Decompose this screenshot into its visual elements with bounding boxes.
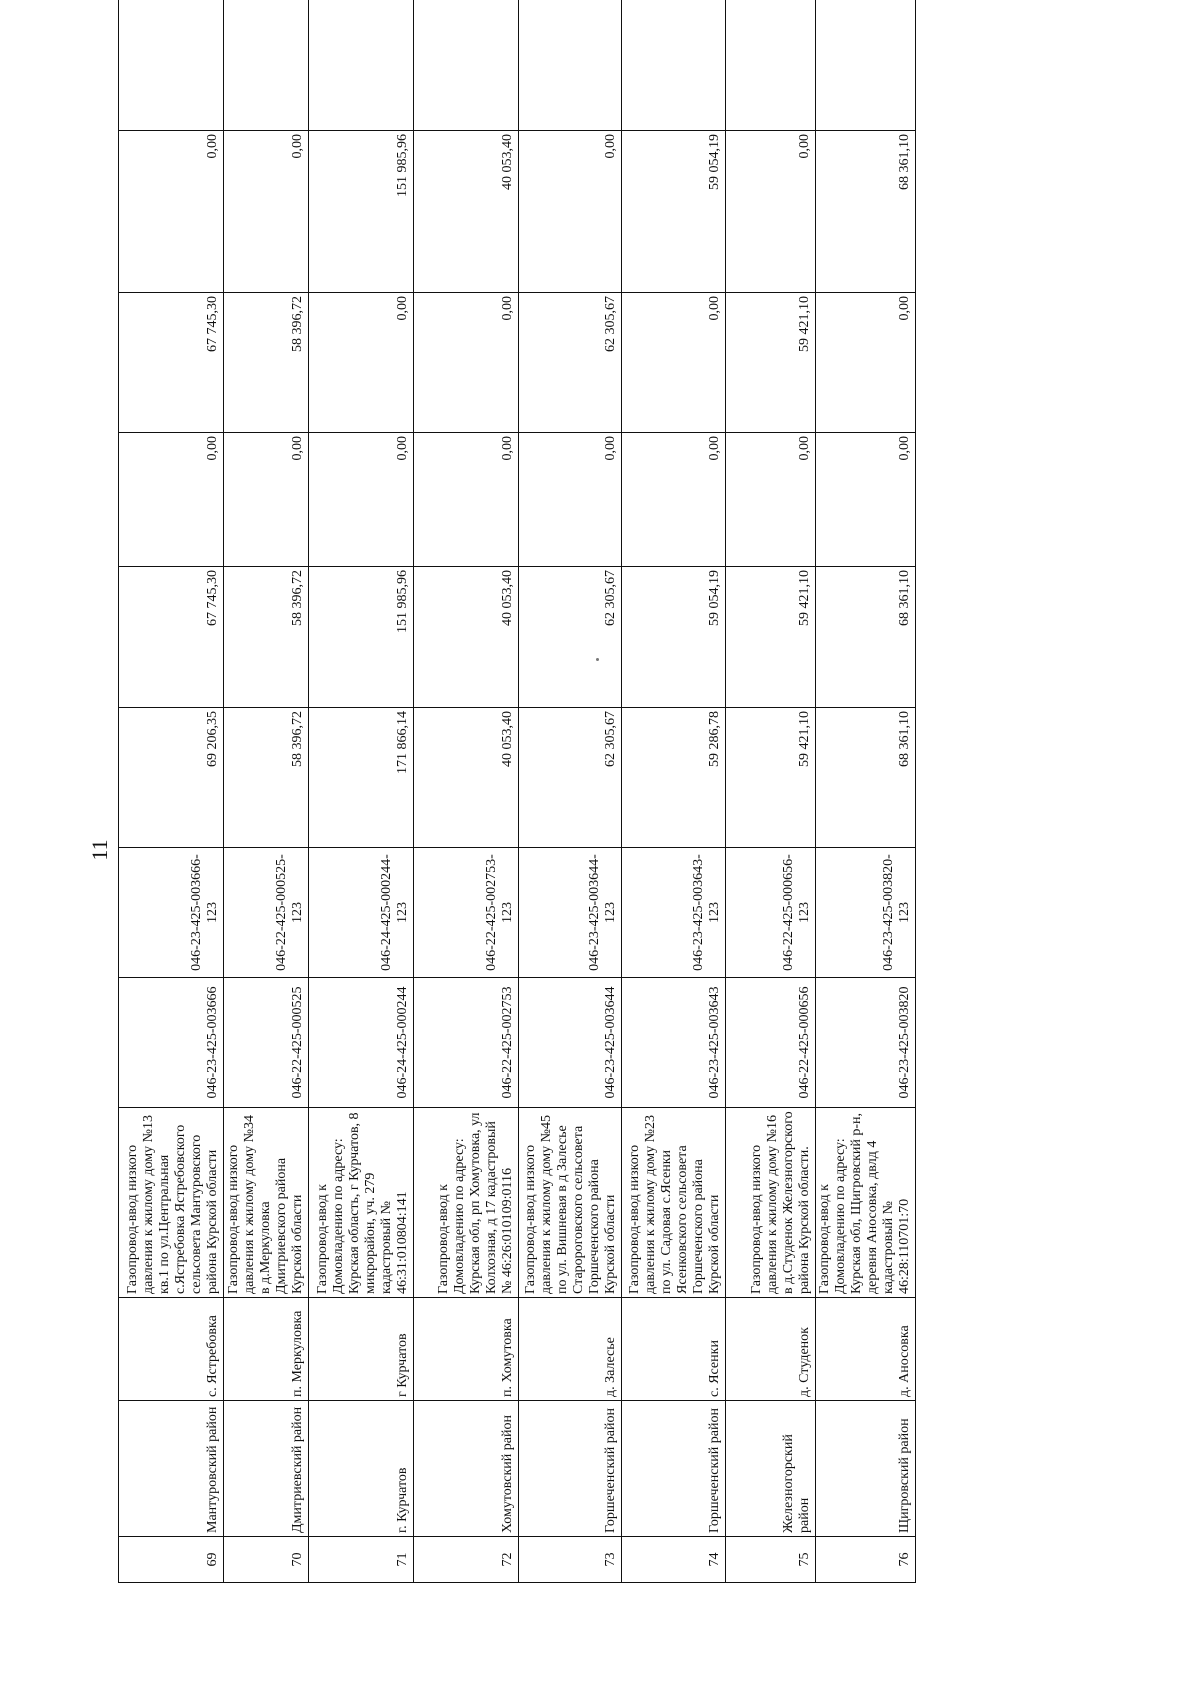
cell-amount-3: 0,00 [622, 433, 726, 567]
table-row [309, 0, 414, 1583]
cell-locality: с. Ястребовка [119, 1298, 224, 1401]
cell-amount-2: 151 985,96 [309, 567, 414, 708]
cell-amount-3: 0,00 [726, 433, 816, 567]
cell-district: Щигровский район [816, 1401, 916, 1537]
cell-code-b: 046-23-425-003666-123 [119, 848, 224, 978]
cell-code-a: 046-23-425-003643 [622, 978, 726, 1108]
cell-description: Газопровод-ввод низкого давления к жилому дому №34 в д.Меркуловка Дмитриевского района Курской области [224, 1108, 309, 1298]
cell-amount-2: 40 053,40 [414, 567, 519, 708]
cell-idx: 74 [622, 1537, 726, 1583]
cell-idx: 75 [726, 1537, 816, 1583]
cell-amount-5: 0,00 [224, 131, 309, 293]
cell-code-a: 046-22-425-000525 [224, 978, 309, 1108]
cell-code-a: 046-22-425-002753 [414, 978, 519, 1108]
cell-amount-6 [519, 0, 622, 131]
cell-amount-1: 62 305,67 [519, 708, 622, 848]
cell-amount-4: 59 421,10 [726, 293, 816, 433]
cell-amount-4: 0,00 [816, 293, 916, 433]
cell-description: Газопровод-ввод к Домовладению по адресу: Курская область, г Курчатов, 8 микрорайон, уч. 279 кадастровый № 46:31:010804:141 [309, 1108, 414, 1298]
cell-locality: д. Залесье [519, 1298, 622, 1401]
table-row [519, 0, 622, 1583]
cell-amount-6 [816, 0, 916, 131]
cell-amount-5: 0,00 [519, 131, 622, 293]
cell-locality: д. Аносовка [816, 1298, 916, 1401]
cell-amount-6 [414, 0, 519, 131]
table-row [622, 0, 726, 1583]
gas-pipeline-table [118, 0, 916, 1583]
cell-code-a: 046-22-425-000656 [726, 978, 816, 1108]
cell-amount-4: 0,00 [414, 293, 519, 433]
cell-amount-5: 59 054,19 [622, 131, 726, 293]
cell-amount-2: 58 396,72 [224, 567, 309, 708]
cell-amount-5: 40 053,40 [414, 131, 519, 293]
cell-amount-2: 59 054,19 [622, 567, 726, 708]
cell-district: Горшеченский район [622, 1401, 726, 1537]
cell-district: г. Курчатов [309, 1401, 414, 1537]
cell-amount-3: 0,00 [224, 433, 309, 567]
cell-district: Железногорский район [726, 1401, 816, 1537]
cell-amount-2: 62 305,67 [519, 567, 622, 708]
cell-district: Дмитриевский район [224, 1401, 309, 1537]
cell-amount-4: 0,00 [309, 293, 414, 433]
table-row [414, 0, 519, 1583]
cell-amount-3: 0,00 [414, 433, 519, 567]
cell-code-b: 046-23-425-003644-123 [519, 848, 622, 978]
cell-amount-5: 151 985,96 [309, 131, 414, 293]
cell-code-a: 046-23-425-003666 [119, 978, 224, 1108]
table-row [816, 0, 916, 1583]
cell-amount-5: 0,00 [726, 131, 816, 293]
page-number: 11 [87, 839, 112, 861]
table-row [726, 0, 816, 1583]
cell-amount-3: 0,00 [816, 433, 916, 567]
cell-code-b: 046-22-425-000525-123 [224, 848, 309, 978]
table-row [119, 0, 224, 1583]
cell-amount-3: 0,00 [309, 433, 414, 567]
cell-idx: 73 [519, 1537, 622, 1583]
cell-code-b: 046-22-425-002753-123 [414, 848, 519, 978]
cell-amount-6 [726, 0, 816, 131]
cell-code-b: 046-24-425-000244-123 [309, 848, 414, 978]
cell-amount-6 [622, 0, 726, 131]
cell-amount-6 [224, 0, 309, 131]
cell-district: Горшеченский район [519, 1401, 622, 1537]
cell-amount-3: 0,00 [519, 433, 622, 567]
cell-idx: 72 [414, 1537, 519, 1583]
cell-amount-4: 62 305,67 [519, 293, 622, 433]
cell-description: Газопровод-ввод низкого давления к жилому дому №16 в д.Студенок Железногорского района Курской области. [726, 1108, 816, 1298]
cell-code-b: 046-22-425-000656-123 [726, 848, 816, 978]
cell-idx: 76 [816, 1537, 916, 1583]
cell-amount-4: 0,00 [622, 293, 726, 433]
cell-amount-1: 68 361,10 [816, 708, 916, 848]
cell-amount-5: 0,00 [119, 131, 224, 293]
cell-amount-1: 69 206,35 [119, 708, 224, 848]
cell-locality: д. Студенок [726, 1298, 816, 1401]
cell-amount-3: 0,00 [119, 433, 224, 567]
cell-amount-1: 58 396,72 [224, 708, 309, 848]
cell-idx: 71 [309, 1537, 414, 1583]
table-row [224, 0, 309, 1583]
cell-locality: с. Ясенки [622, 1298, 726, 1401]
cell-amount-2: 59 421,10 [726, 567, 816, 708]
cell-description: Газопровод-ввод к Домовладению по адресу: Курская обл, Щигровский р-н, деревня Аносовка, двлд 4 кадастровый № 46:28:110701:70 [816, 1108, 916, 1298]
cell-amount-4: 67 745,30 [119, 293, 224, 433]
cell-amount-1: 40 053,40 [414, 708, 519, 848]
cell-amount-4: 58 396,72 [224, 293, 309, 433]
cell-description: Газопровод-ввод низкого давления к жилому дому №45 по ул. Вишневая в д Залесье Старороговского сельсовета Горшеченского района Курской области [519, 1108, 622, 1298]
cell-idx: 69 [119, 1537, 224, 1583]
cell-code-b: 046-23-425-003820-123 [816, 848, 916, 978]
cell-amount-1: 59 286,78 [622, 708, 726, 848]
cell-amount-5: 68 361,10 [816, 131, 916, 293]
cell-code-a: 046-24-425-000244 [309, 978, 414, 1108]
cell-locality: п. Меркуловка [224, 1298, 309, 1401]
cell-district: Хомутовский район [414, 1401, 519, 1537]
cell-description: Газопровод-ввод низкого давления к жилому дому №13 кв.1 по ул.Центральная с.Ястребовка Ястребовского сельсовета Мантуровского района Курской области [119, 1108, 224, 1298]
cell-idx: 70 [224, 1537, 309, 1583]
cell-code-a: 046-23-425-003820 [816, 978, 916, 1108]
cell-amount-6 [119, 0, 224, 131]
rotated-table-frame [118, 63, 916, 1583]
cell-code-a: 046-23-425-003644 [519, 978, 622, 1108]
cell-locality: п. Хомутовка [414, 1298, 519, 1401]
cell-amount-2: 67 745,30 [119, 567, 224, 708]
cell-description: Газопровод-ввод к Домовладению по адресу: Курская обл, рп Хомутовка, ул Колхозная, д 17 кадастровый № 46:26:010109:0116 [414, 1108, 519, 1298]
cell-locality: г Курчатов [309, 1298, 414, 1401]
cell-district: Мантуровский район [119, 1401, 224, 1537]
cell-amount-6 [309, 0, 414, 131]
cell-code-b: 046-23-425-003643-123 [622, 848, 726, 978]
cell-amount-2: 68 361,10 [816, 567, 916, 708]
cell-amount-1: 59 421,10 [726, 708, 816, 848]
cell-description: Газопровод-ввод низкого давления к жилому дому №23 по ул. Садовая с.Ясенки Ясенковского сельсовета Горшеченского района Курской области [622, 1108, 726, 1298]
cell-amount-1: 171 866,14 [309, 708, 414, 848]
